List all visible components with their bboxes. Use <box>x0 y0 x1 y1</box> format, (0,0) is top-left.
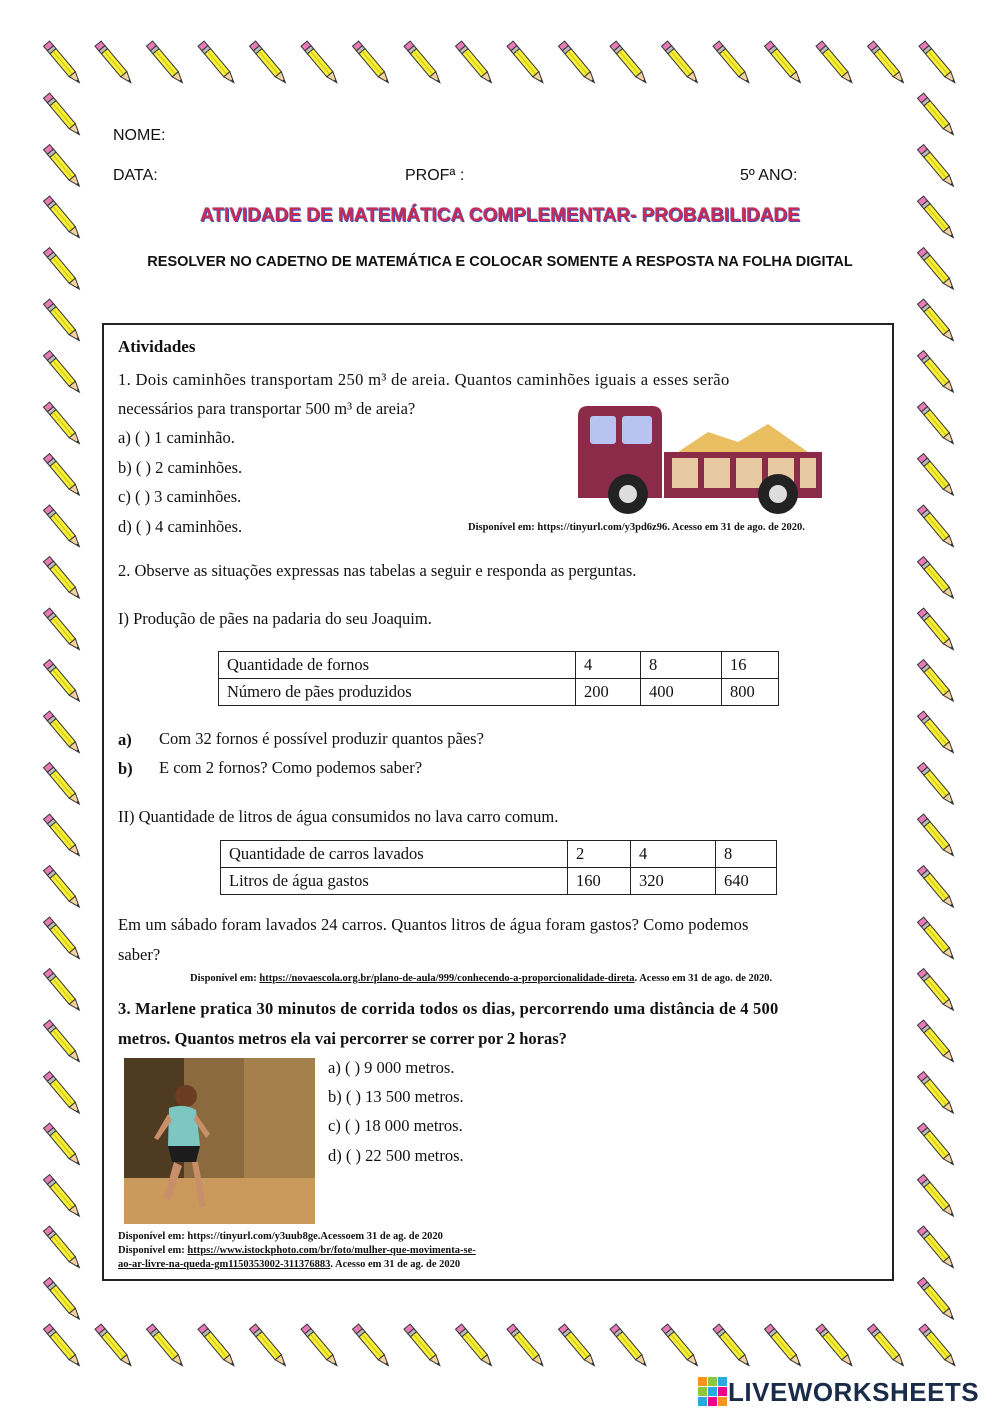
pencil-icon <box>816 1324 855 1368</box>
table-cell: 8 <box>641 652 722 679</box>
instruction-text: RESOLVER NO CADETNO DE MATEMÁTICA E COLOCAR SOMENTE A RESPOSTA NA FOLHA DIGITAL <box>147 254 853 270</box>
table-row <box>221 841 777 868</box>
table-row <box>219 679 779 706</box>
pencil-icon <box>44 1324 83 1368</box>
pencil-icon <box>918 711 957 755</box>
pencil-icon <box>404 1324 443 1368</box>
table-cell: 400 <box>641 679 722 706</box>
pencil-icon <box>918 660 957 704</box>
pencil-icon <box>250 41 289 85</box>
pencil-icon <box>918 969 957 1013</box>
pencil-icon <box>95 41 134 85</box>
pencil-icon <box>44 1123 83 1167</box>
pencil-icon <box>507 1324 546 1368</box>
pencil-icon <box>44 866 83 910</box>
date-label: DATA: <box>113 167 158 184</box>
pencil-icon <box>559 41 598 85</box>
q3-option-b[interactable]: b) ( ) 13 500 metros. <box>328 1087 464 1106</box>
pencil-icon <box>919 1324 958 1368</box>
pencil-icon <box>507 41 546 85</box>
name-label: NOME: <box>113 127 166 144</box>
pencil-icon <box>918 299 957 343</box>
pencil-icon <box>918 917 957 961</box>
pencil-icon <box>918 145 957 189</box>
pencil-icon <box>44 299 83 343</box>
q3-source-2: Disponível em: https://www.istockphoto.com/br/foto/mulher-que-movimenta-se- <box>118 1245 476 1256</box>
pencil-icon <box>250 1324 289 1368</box>
pencil-icon <box>456 41 495 85</box>
table-cell: Número de pães produzidos <box>219 679 576 706</box>
pencil-icon <box>816 41 855 85</box>
pencil-icon <box>918 454 957 498</box>
liveworksheets-logo[interactable] <box>698 1375 979 1409</box>
pencil-icon <box>44 351 83 395</box>
q3-source-2-cont: ao-ar-livre-na-queda-gm1150353002-311376883. Acesso em 31 de ag. de 2020 <box>118 1259 461 1270</box>
pencil-icon <box>610 1324 649 1368</box>
pencil-icon <box>44 1226 83 1270</box>
table-cell: Litros de água gastos <box>221 868 568 895</box>
pencil-icon <box>44 505 83 549</box>
q2a-text: Com 32 fornos é possível produzir quantos pães? <box>159 729 484 748</box>
q2-part2-title: II) Quantidade de litros de água consumidos no lava carro comum. <box>118 807 559 826</box>
pencil-icon <box>918 1020 957 1064</box>
pencil-icon <box>610 41 649 85</box>
pencil-icon <box>353 41 392 85</box>
pencil-icon <box>918 1072 957 1116</box>
pencil-icon <box>868 1324 907 1368</box>
q2-source: Disponível em: https://novaescola.org.br/plano-de-aula/999/conhecendo-a-proporcionalidade-direta. Acesso em 31 de ago. de 2020. <box>190 973 773 984</box>
q2-part1-title: I) Produção de pães na padaria do seu Joaquim. <box>118 609 432 628</box>
pencil-icon <box>44 93 83 137</box>
pencil-icon <box>918 93 957 137</box>
table-cell: 4 <box>576 652 641 679</box>
pencil-icon <box>44 763 83 807</box>
page-title: ATIVIDADE DE MATEMÁTICA COMPLEMENTAR- PROBABILIDADE <box>200 205 800 226</box>
q2-part2-question-line2: saber? <box>118 945 161 964</box>
pencil-icon <box>918 402 957 446</box>
q3-source-link[interactable]: https://www.istockphoto.com/br/foto/mulher-que-movimenta-se- <box>187 1245 476 1256</box>
pencil-icon <box>919 41 958 85</box>
table-cell: 800 <box>722 679 779 706</box>
pencil-icon <box>95 1324 134 1368</box>
pencil-icon <box>559 1324 598 1368</box>
q2b-letter: b) <box>118 759 133 778</box>
pencil-icon <box>198 41 237 85</box>
q1-text-line1: 1. Dois caminhões transportam 250 m³ de areia. Quantos caminhões iguais a esses serão <box>118 370 730 389</box>
pencil-icon <box>918 351 957 395</box>
pencil-icon <box>44 1020 83 1064</box>
table-cell: 160 <box>568 868 631 895</box>
pencil-icon <box>918 1123 957 1167</box>
pencil-icon <box>918 1226 957 1270</box>
pencil-icon <box>713 1324 752 1368</box>
q2-intro: 2. Observe as situações expressas nas tabelas a seguir e responda as perguntas. <box>118 561 637 580</box>
q3-option-a[interactable]: a) ( ) 9 000 metros. <box>328 1058 455 1077</box>
pencil-icon <box>147 41 186 85</box>
pencil-icon <box>765 1324 804 1368</box>
q3-option-c[interactable]: c) ( ) 18 000 metros. <box>328 1116 463 1135</box>
pencil-icon <box>918 866 957 910</box>
pencil-icon <box>918 814 957 858</box>
pencil-icon <box>198 1324 237 1368</box>
pencil-icon <box>44 917 83 961</box>
pencil-icon <box>44 145 83 189</box>
pencil-icon <box>44 402 83 446</box>
pencil-icon <box>868 41 907 85</box>
q3-source-link-cont[interactable]: ao-ar-livre-na-queda-gm1150353002-311376883 <box>118 1259 331 1270</box>
pencil-icon <box>353 1324 392 1368</box>
logo-icon <box>698 1377 728 1407</box>
pencil-icon <box>44 814 83 858</box>
pencil-icon <box>44 41 83 85</box>
activities-heading: Atividades <box>118 337 196 356</box>
pencil-icon <box>44 454 83 498</box>
pencil-icon <box>662 1324 701 1368</box>
pencil-icon <box>301 41 340 85</box>
pencil-icon <box>44 1072 83 1116</box>
table-cell: 200 <box>576 679 641 706</box>
pencil-icon <box>918 505 957 549</box>
carwash-table <box>220 840 777 895</box>
table-cell: Quantidade de fornos <box>219 652 576 679</box>
pencil-icon <box>918 763 957 807</box>
table-cell: 8 <box>716 841 777 868</box>
grade-label: 5º ANO: <box>740 167 798 184</box>
q1-source: Disponível em: https://tinyurl.com/y3pd6z96. Acesso em 31 de ago. de 2020. <box>468 522 805 533</box>
q1-option-d[interactable]: d) ( ) 4 caminhões. <box>118 517 243 536</box>
pencil-icon <box>44 1278 83 1322</box>
runner-photo <box>124 1058 315 1224</box>
pencil-icon <box>918 557 957 601</box>
q2-part2-question-line1: Em um sábado foram lavados 24 carros. Quantos litros de água foram gastos? Como podemos <box>118 915 749 934</box>
teacher-label: PROFª : <box>405 167 465 184</box>
table-cell: Quantidade de carros lavados <box>221 841 568 868</box>
q1-option-c[interactable]: c) ( ) 3 caminhões. <box>118 487 242 506</box>
pencil-icon <box>918 1278 957 1322</box>
brand-name: LIVEWORKSHEETS <box>728 1376 980 1407</box>
pencil-icon <box>918 608 957 652</box>
pencil-icon <box>456 1324 495 1368</box>
pencil-icon <box>147 1324 186 1368</box>
q2a-letter: a) <box>118 730 132 749</box>
q1-text-line2: necessários para transportar 500 m³ de areia? <box>118 399 416 418</box>
table-cell: 640 <box>716 868 777 895</box>
pencil-icon <box>44 711 83 755</box>
pencil-icon <box>713 41 752 85</box>
q3-option-d[interactable]: d) ( ) 22 500 metros. <box>328 1146 464 1165</box>
pencil-icon <box>44 660 83 704</box>
table-row <box>221 868 777 895</box>
pencil-icon <box>44 608 83 652</box>
q2b-text: E com 2 fornos? Como podemos saber? <box>159 758 423 777</box>
truck-illustration <box>578 406 824 516</box>
pencil-icon <box>404 41 443 85</box>
pencil-icon <box>918 1175 957 1219</box>
q1-option-b[interactable]: b) ( ) 2 caminhões. <box>118 458 243 477</box>
bread-table <box>218 651 779 706</box>
pencil-icon <box>44 969 83 1013</box>
table-row <box>219 652 779 679</box>
pencil-icon <box>44 557 83 601</box>
table-cell: 16 <box>722 652 779 679</box>
table-cell: 320 <box>631 868 716 895</box>
q3-text-line2: metros. Quantos metros ela vai percorrer se correr por 2 horas? <box>118 1029 567 1048</box>
table-cell: 4 <box>631 841 716 868</box>
table-cell: 2 <box>568 841 631 868</box>
pencil-icon <box>765 41 804 85</box>
q1-option-a[interactable]: a) ( ) 1 caminhão. <box>118 428 235 447</box>
pencil-icon <box>44 1175 83 1219</box>
pencil-icon <box>301 1324 340 1368</box>
q3-text-line1: 3. Marlene pratica 30 minutos de corrida todos os dias, percorrendo uma distância de 4 500 <box>118 999 779 1018</box>
q2-source-link[interactable]: https://novaescola.org.br/plano-de-aula/999/conhecendo-a-proporcionalidade-direta <box>259 973 635 984</box>
pencil-icon <box>662 41 701 85</box>
q3-source-1: Disponível em: https://tinyurl.com/y3uub8ge.Acessoem 31 de ag. de 2020 <box>118 1231 443 1242</box>
